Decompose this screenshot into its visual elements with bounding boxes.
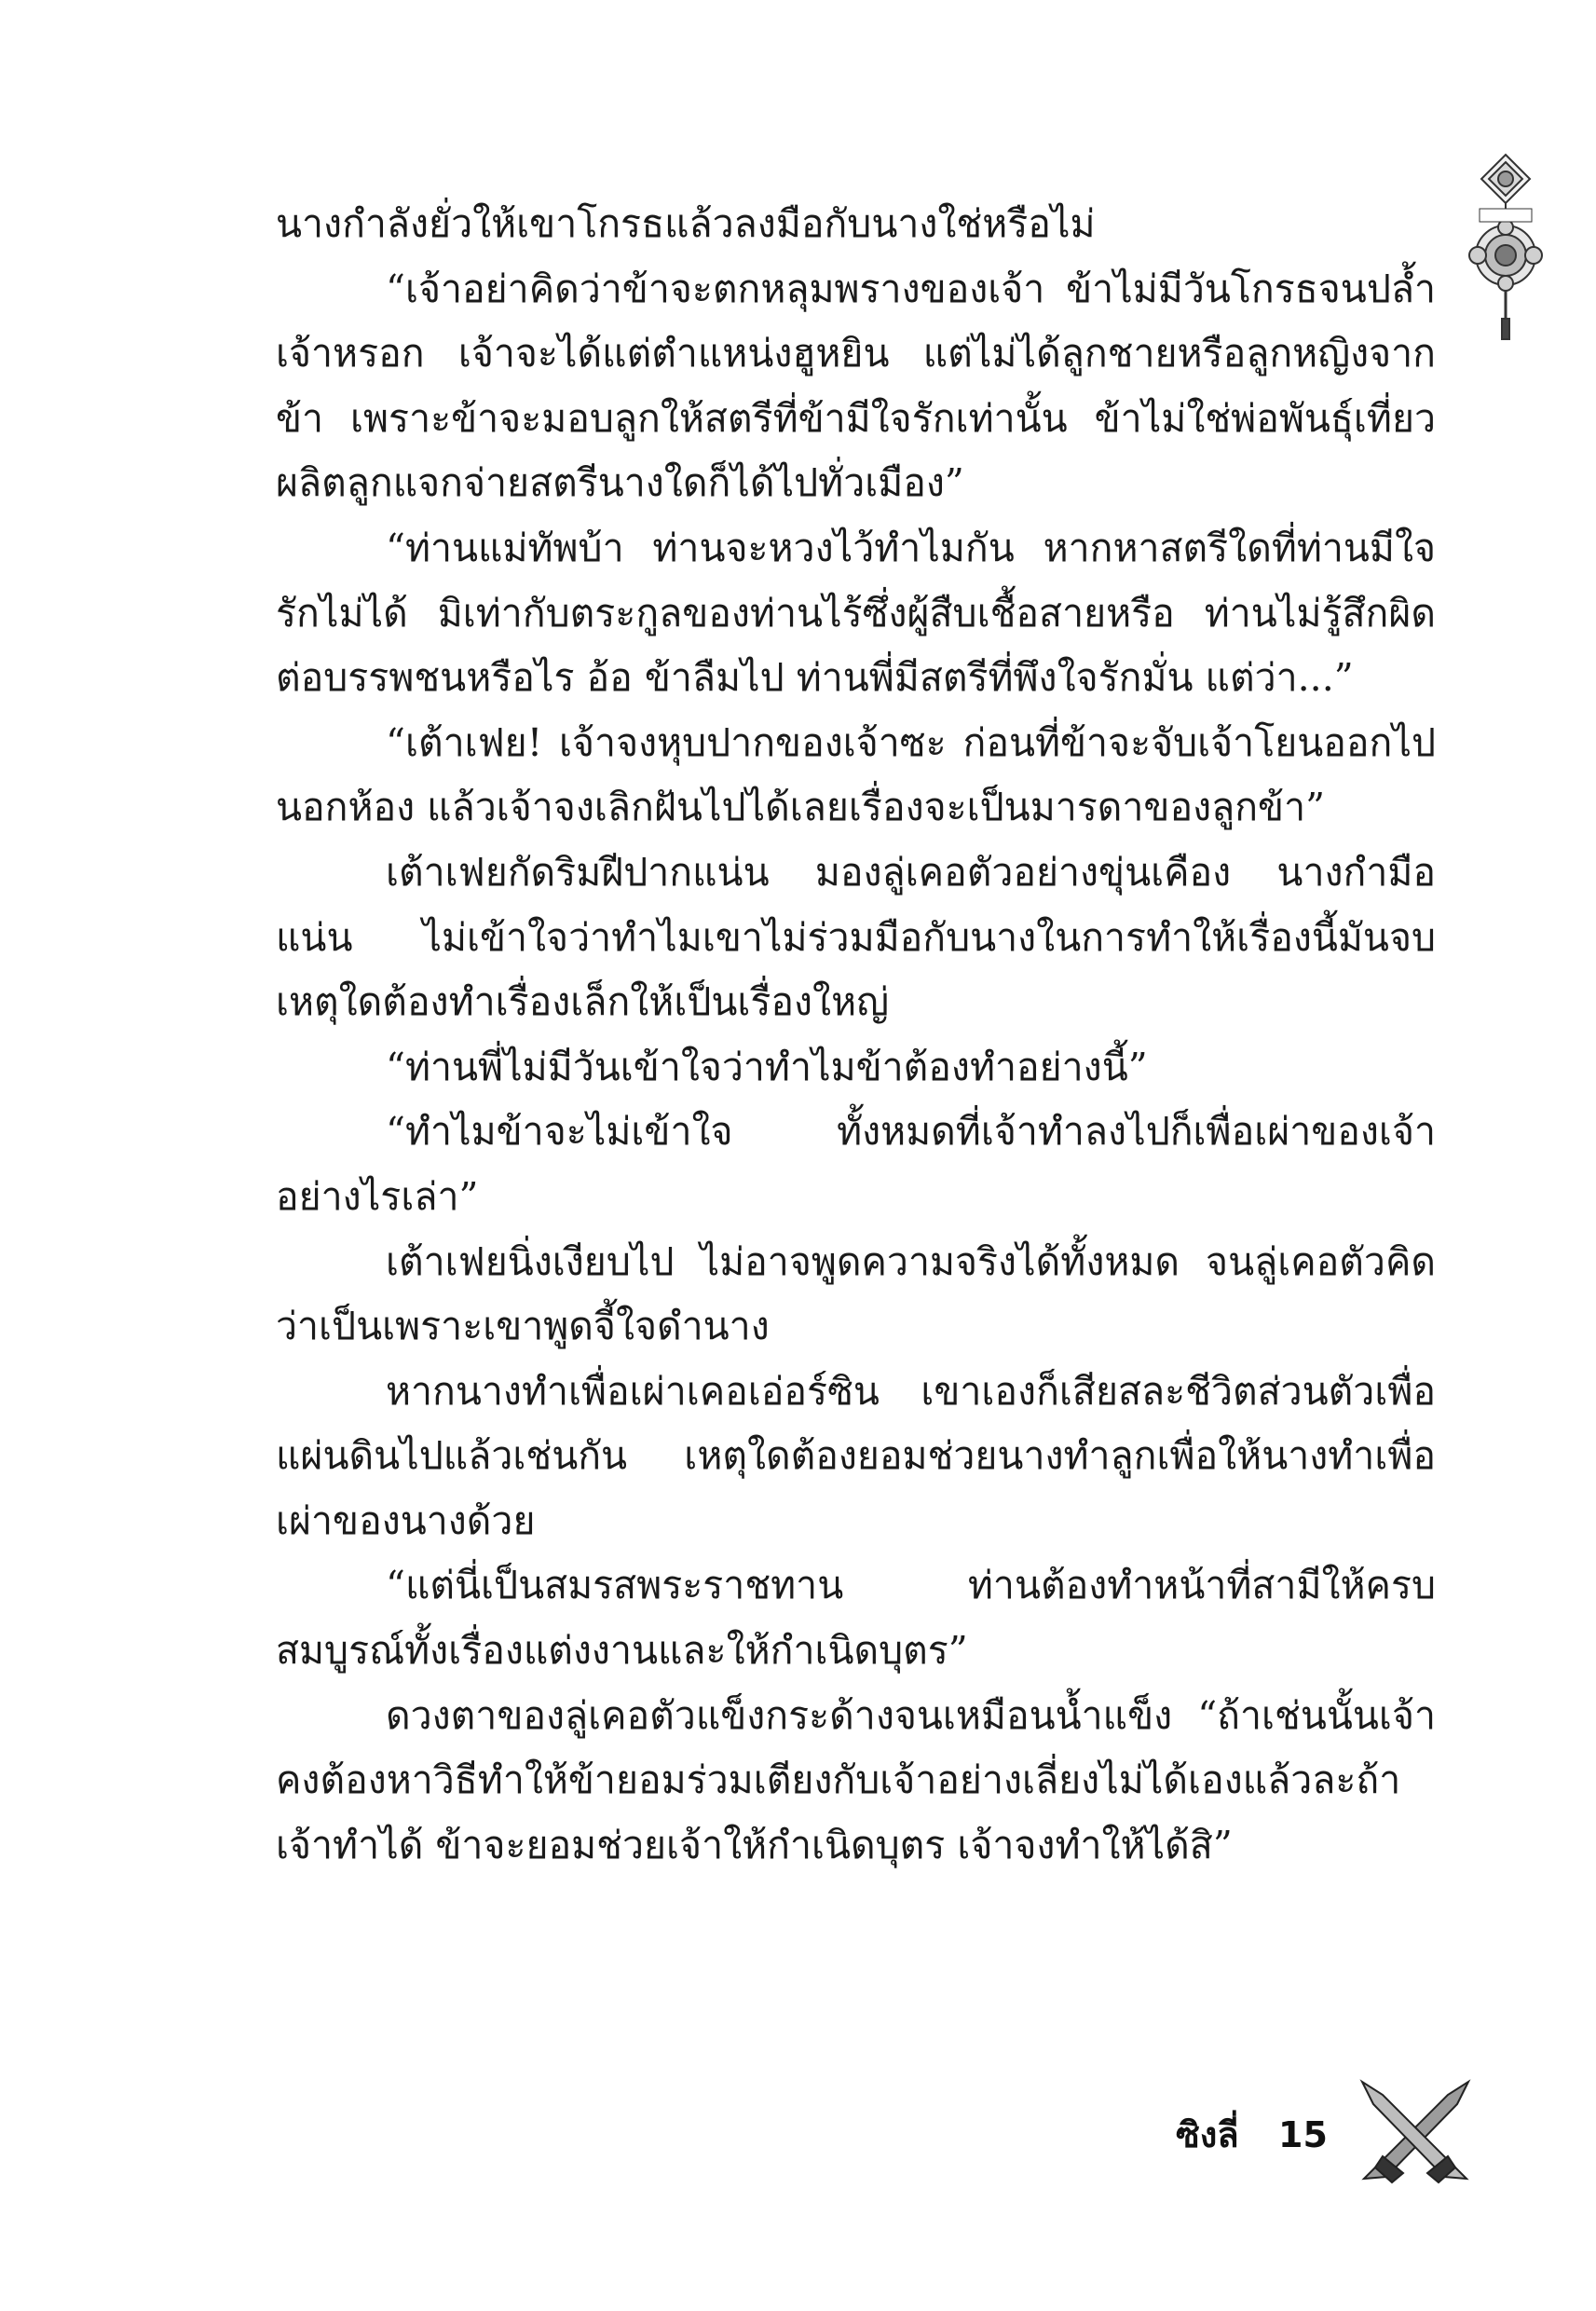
paragraph: ดวงตาของลู่เคอตัวแข็งกระด้างจนเหมือนน้ำแข็ง “ถ้าเช่นนั้นเจ้าคงต้องหาวิธีทำให้ข้ายอมร่วมเตียงกับเจ้าอย่างเลี่ยงไม่ได้เองแล้วละถ้าเจ้าทำได้ ข้าจะยอมช่วยเจ้าให้กำเนิดบุตร เจ้าจงทำให้ได้สิ” bbox=[276, 1692, 1436, 1867]
paragraph: “ท่านแม่ทัพบ้า ท่านจะหวงไว้ทำไมกัน หากหาสตรีใดที่ท่านมีใจรักไม่ได้ มิเท่ากับตระกูลของท่านไร้ซึ่งผู้สืบเชื้อสายหรือ ท่านไม่รู้สึกผิดต่อบรรพชนหรือไร อ้อ ข้าลืมไป ท่านพี่มีสตรีที่พึงใจรักมั่น แต่ว่า...” bbox=[276, 525, 1436, 701]
paragraph: “เจ้าอย่าคิดว่าข้าจะตกหลุมพรางของเจ้า ข้าไม่มีวันโกรธจนปล้ำเจ้าหรอก เจ้าจะได้แต่ตำแหน่งฮูหยิน แต่ไม่ได้ลูกชายหรือลูกหญิงจากข้า เพราะข้าจะมอบลูกให้สตรีที่ข้ามีใจรักเท่านั้น ข้าไม่ใช่พ่อพันธุ์เที่ยวผลิตลูกแจกจ่ายสตรีนางใดก็ได้ไปทั่วเมือง” bbox=[276, 266, 1436, 506]
running-footer-title: ซิงลี่ bbox=[1176, 2114, 1239, 2155]
floral-crest-icon bbox=[1465, 151, 1547, 347]
paragraph: หากนางทำเพื่อเผ่าเคอเอ่อร์ซิน เขาเองก็เสียสละชีวิตส่วนตัวเพื่อแผ่นดินไปแล้วเช่นกัน เหตุใดต้องยอมช่วยนางทำลูกเพื่อให้นางทำเพื่อเผ่าของนางด้วย bbox=[276, 1368, 1436, 1543]
paragraph: “ทำไมข้าจะไม่เข้าใจ ทั้งหมดที่เจ้าทำลงไปก็เพื่อเผ่าของเจ้าอย่างไรเล่า” bbox=[276, 1109, 1436, 1219]
crossed-swords-icon bbox=[1355, 2076, 1476, 2188]
paragraph: เต้าเฟยนิ่งเงียบไป ไม่อาจพูดความจริงได้ทั้งหมด จนลู่เคอตัวคิดว่าเป็นเพราะเขาพูดจี้ใจดำนาง bbox=[276, 1238, 1436, 1349]
page-number: 15 bbox=[1278, 2114, 1328, 2155]
paragraph: เต้าเฟยกัดริมฝีปากแน่น มองลู่เคอตัวอย่างขุ่นเคือง นางกำมือแน่น ไม่เข้าใจว่าทำไมเขาไม่ร่วมมือกับนางในการทำให้เรื่องนี้มันจบเหตุใดต้องทำเรื่องเล็กให้เป็นเรื่องใหญ่ bbox=[276, 849, 1436, 1025]
paragraph: นางกำลังยั่วให้เขาโกรธแล้วลงมือกับนางใช่หรือไม่ bbox=[276, 201, 1096, 246]
paragraph: “เต้าเฟย! เจ้าจงหุบปากของเจ้าซะ ก่อนที่ข้าจะจับเจ้าโยนออกไปนอกห้อง แล้วเจ้าจงเลิกฝันไปได้เลยเรื่องจะเป็นมารดาของลูกข้า” bbox=[276, 719, 1436, 830]
body-text bbox=[276, 192, 1436, 1878]
paragraph: “ท่านพี่ไม่มีวันเข้าใจว่าทำไมข้าต้องทำอย่างนี้” bbox=[386, 1044, 1148, 1089]
paragraph: “แต่นี่เป็นสมรสพระราชทาน ท่านต้องทำหน้าที่สามีให้ครบสมบูรณ์ทั้งเรื่องแต่งงานและให้กำเนิดบุตร” bbox=[276, 1563, 1436, 1674]
